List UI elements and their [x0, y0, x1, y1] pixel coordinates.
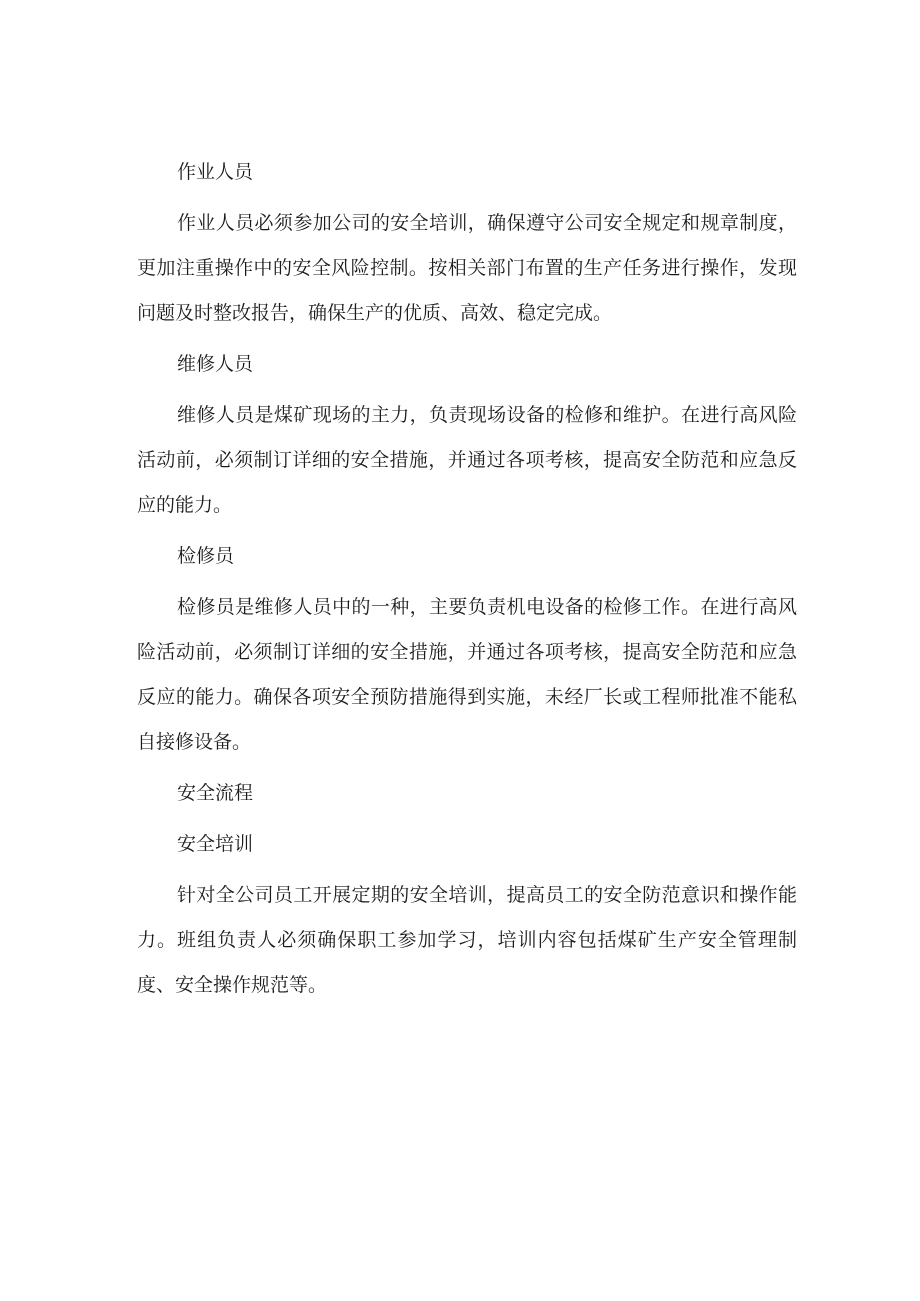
heading-safety-training: 安全培训 — [177, 833, 254, 855]
paragraph-safety-training: 针对全公司员工开展定期的安全培训，提高员工的安全防范意识和操作能力。班组负责人必须确保职工参加学习，培训内容包括煤矿生产安全管理制度、安全操作规范等。 — [137, 884, 797, 996]
heading-maintenance-staff: 维修人员 — [177, 353, 254, 375]
paragraph-inspectors: 检修员是维修人员中的一种，主要负责机电设备的检修工作。在进行高风险活动前，必须制订详细的安全措施，并通过各项考核，提高安全防范和应急反应的能力。确保各项安全预防措施得到实施，未经厂长或工程师批准不能私自接修设备。 — [137, 596, 797, 753]
heading-operators: 作业人员 — [177, 161, 254, 183]
heading-inspectors: 检修员 — [177, 545, 235, 567]
heading-safety-process: 安全流程 — [177, 782, 254, 804]
paragraph-maintenance-staff: 维修人员是煤矿现场的主力，负责现场设备的检修和维护。在进行高风险活动前，必须制订详细的安全措施，并通过各项考核，提高安全防范和应急反应的能力。 — [137, 404, 797, 516]
document-body — [137, 150, 797, 1008]
paragraph-operators: 作业人员必须参加公司的安全培训，确保遵守公司安全规定和规章制度，更加注重操作中的安全风险控制。按相关部门布置的生产任务进行操作，发现问题及时整改报告，确保生产的优质、高效、稳定完成。 — [137, 212, 797, 324]
